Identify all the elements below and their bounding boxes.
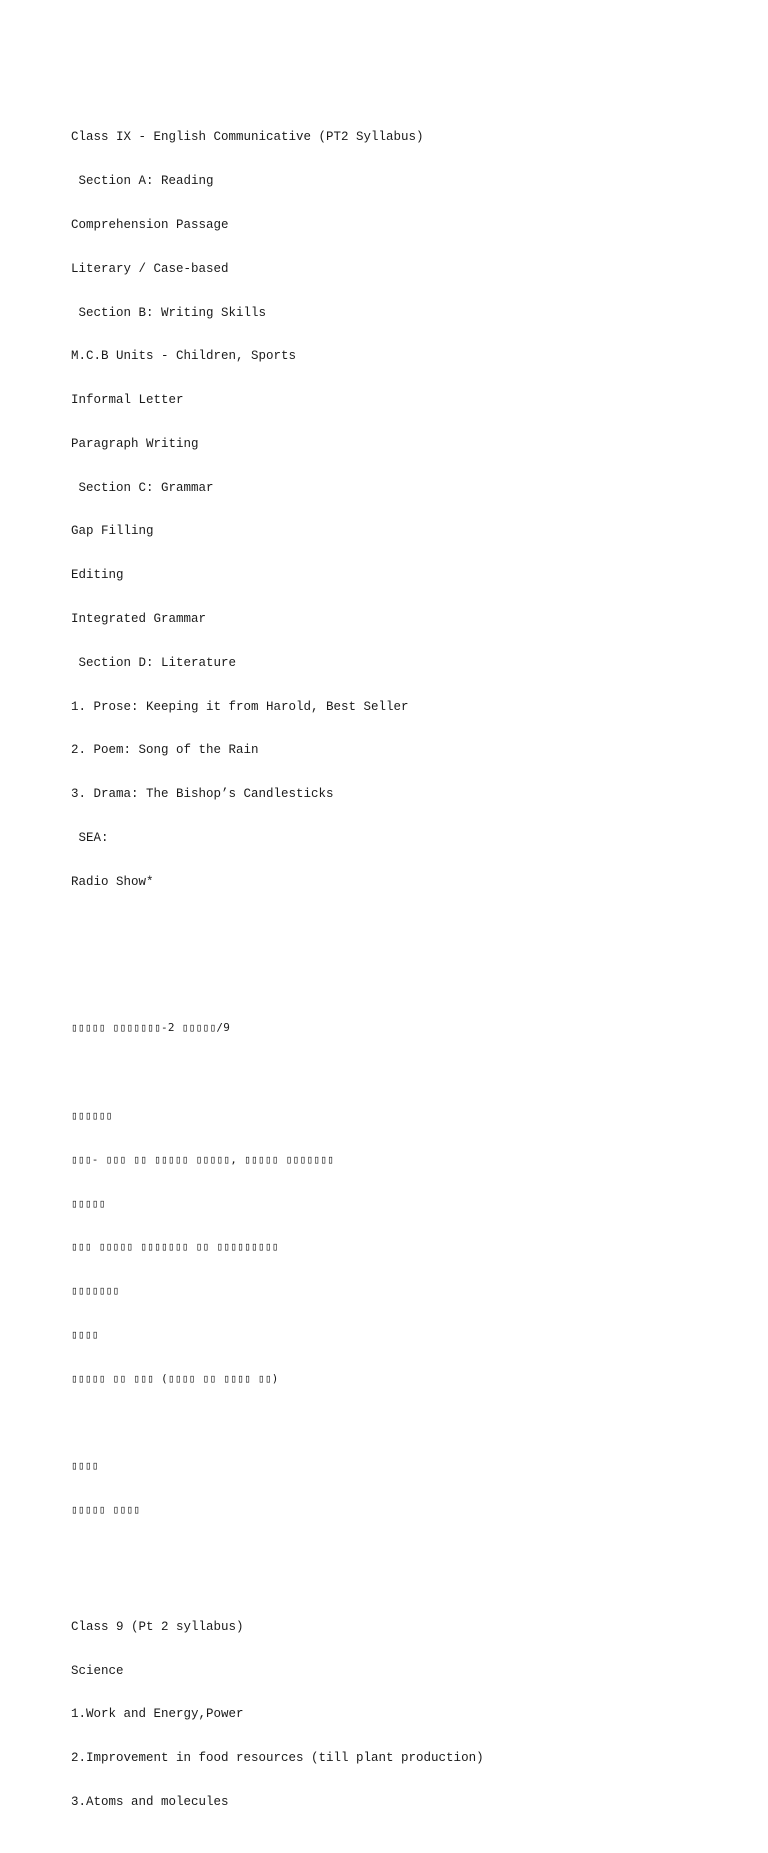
hindi-line: ▯▯▯▯▯ ▯▯ ▯▯▯ (▯▯▯▯ ▯▯ ▯▯▯▯ ▯▯) (71, 1371, 279, 1385)
section-d-heading: Section D: Literature (71, 655, 237, 670)
spacer (71, 1547, 484, 1562)
hindi-heading: ▯▯▯▯▯ ▯▯▯▯▯▯▯-2 ▯▯▯▯▯/9 (71, 1021, 231, 1035)
spacer (71, 1065, 484, 1080)
hindi-line: ▯▯▯▯ (71, 1327, 99, 1341)
text-line: M.C.B Units - Children, Sports (71, 349, 297, 364)
hindi-line: ▯▯▯- ▯▯▯ ▯▯ ▯▯▯▯▯ ▯▯▯▯▯, ▯▯▯▯▯ ▯▯▯▯▯▯▯ (71, 1152, 335, 1166)
text-line: Informal Letter (71, 393, 184, 408)
science-topic: 1.Work and Energy,Power (71, 1707, 244, 1722)
text-line: 3. Drama: The Bishop’s Candlesticks (71, 787, 334, 802)
science-subject: Science (71, 1663, 124, 1678)
text-line: Comprehension Passage (71, 217, 229, 232)
section-a-heading: Section A: Reading (71, 174, 214, 189)
hindi-line: ▯▯▯▯▯ (71, 1196, 106, 1210)
science-title: Class 9 (Pt 2 syllabus) (71, 1619, 244, 1634)
document-body (71, 72, 484, 1853)
spacer (71, 1415, 484, 1430)
section-c-heading: Section C: Grammar (71, 480, 214, 495)
text-line: 2. Poem: Song of the Rain (71, 743, 259, 758)
spacer (71, 933, 484, 963)
hindi-line: ▯▯▯▯ (71, 1459, 99, 1473)
hindi-line: ▯▯▯▯▯▯▯ (71, 1284, 120, 1298)
hindi-line: ▯▯▯▯▯ ▯▯▯▯ (71, 1503, 141, 1516)
text-line: Paragraph Writing (71, 436, 199, 451)
hindi-line: ▯▯▯▯▯▯ (71, 1108, 113, 1122)
text-line: 1. Prose: Keeping it from Harold, Best Seller (71, 699, 409, 714)
sea-heading: SEA: (71, 830, 109, 845)
text-line: Editing (71, 568, 124, 583)
science-topic: 3.Atoms and molecules (71, 1794, 229, 1809)
text-line: Radio Show* (71, 874, 154, 889)
text-line: Gap Filling (71, 524, 154, 539)
hindi-line: ▯▯▯ ▯▯▯▯▯ ▯▯▯▯▯▯▯ ▯▯ ▯▯▯▯▯▯▯▯▯ (71, 1240, 279, 1254)
text-line: Literary / Case-based (71, 261, 229, 276)
science-topic: 2.Improvement in food resources (till plant production) (71, 1751, 484, 1766)
section-b-heading: Section B: Writing Skills (71, 305, 267, 320)
english-title: Class IX - English Communicative (PT2 Syllabus) (71, 130, 424, 145)
text-line: Integrated Grammar (71, 611, 207, 626)
